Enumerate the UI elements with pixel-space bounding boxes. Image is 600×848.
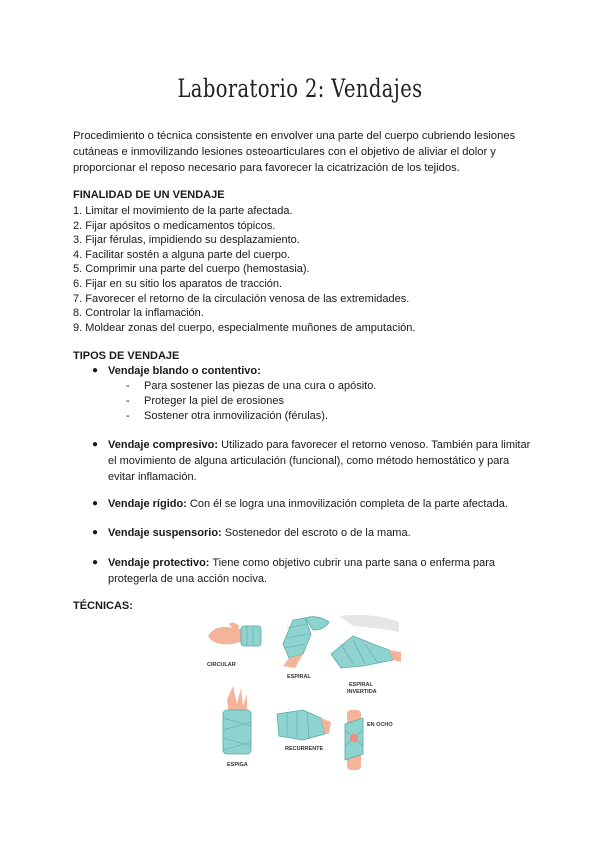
en-ocho-bandage-illustration xyxy=(345,710,393,770)
dash-icon: - xyxy=(126,395,130,407)
term-blando: Vendaje blando o contentivo: xyxy=(108,365,261,377)
finalidad-item: 2. Fijar apósitos o medicamentos tópicos. xyxy=(73,219,276,232)
finalidad-item: 5. Comprimir una parte del cuerpo (hemostasia). xyxy=(73,263,310,276)
bullet-compresivo xyxy=(92,437,532,485)
bullet-icon: ● xyxy=(92,527,99,538)
desc-rigido: Con él se logra una inmovilización completa de la parte afectada. xyxy=(186,498,508,510)
finalidad-item: 1. Limitar el movimiento de la parte afectada. xyxy=(73,205,293,217)
circular-bandage-illustration xyxy=(207,622,261,668)
bullet-rigido xyxy=(92,496,532,512)
label-circular: CIRCULAR xyxy=(207,662,236,668)
term-compresivo: Vendaje compresivo: xyxy=(108,439,219,451)
label-espiral-invertida-2: INVERTIDA xyxy=(347,689,377,695)
tecnicas-heading: TÉCNICAS: xyxy=(73,600,133,612)
page-title: Laboratorio 2: Vendajes xyxy=(177,74,423,103)
finalidad-item: 3. Fijar férulas, impidiendo su desplazamiento. xyxy=(73,234,300,247)
label-espiral: ESPIRAL xyxy=(287,674,311,680)
label-en-ocho: EN OCHO xyxy=(367,722,393,728)
bullet-icon: ● xyxy=(92,498,99,509)
finalidad-item: 6. Fijar en su sitio los aparatos de tracción. xyxy=(73,277,283,290)
dash-icon: - xyxy=(126,410,130,422)
recurrente-bandage-illustration xyxy=(277,710,331,752)
espiral-bandage-illustration xyxy=(283,617,329,680)
bandage-techniques-figure xyxy=(203,614,403,776)
term-suspensorio: Vendaje suspensorio: xyxy=(108,527,222,539)
dash-icon: - xyxy=(126,380,130,392)
bullet-icon: ● xyxy=(92,365,99,376)
desc-protectivo: Tiene como objetivo cubrir una parte sana o enferma para protegerla de una acción nociva. xyxy=(108,557,496,585)
espiral-invertida-bandage-illustration xyxy=(331,615,401,695)
finalidad-heading: FINALIDAD DE UN VENDAJE xyxy=(73,189,225,201)
finalidad-list xyxy=(73,204,533,335)
tipos-heading: TIPOS DE VENDAJE xyxy=(73,350,180,362)
term-protectivo: Vendaje protectivo: xyxy=(108,557,210,569)
label-espiral-invertida-1: ESPIRAL xyxy=(349,682,373,688)
bullet-blando xyxy=(92,363,532,379)
finalidad-item: 4. Facilitar sostén a alguna parte del cuerpo. xyxy=(73,248,291,261)
intro-paragraph: Procedimiento o técnica consistente en envolver una parte del cuerpo cubriendo lesiones cutáneas e inmovilizando lesiones osteoarticulares con el objetivo de aliviar el dolor y proporcionar el reposo necesario para favorecer la cicatrización de los tejidos. xyxy=(73,130,516,174)
espiga-bandage-illustration xyxy=(223,686,251,768)
desc-suspensorio: Sostenedor del escroto o de la mama. xyxy=(221,527,411,539)
desc-compresivo: Utilizado para favorecer el retorno venoso. También para limitar el movimiento de alguna articulación (funcional), como método hemostático y para evitar inflamación. xyxy=(108,439,531,483)
finalidad-item: 9. Moldear zonas del cuerpo, especialmente muñones de amputación. xyxy=(73,321,416,334)
sublist-item: - Sostener otra inmovilización (férulas). xyxy=(126,410,329,422)
bullet-icon: ● xyxy=(92,557,99,568)
bullet-protectivo xyxy=(92,555,532,587)
finalidad-item: 8. Controlar la inflamación. xyxy=(73,307,204,320)
sublist-item: - Para sostener las piezas de una cura o apósito. xyxy=(126,380,377,392)
finalidad-item: 7. Favorecer el retorno de la circulación venosa de las extremidades. xyxy=(73,292,410,305)
label-espiga: ESPIGA xyxy=(227,762,248,768)
sublist-item: - Proteger la piel de erosiones xyxy=(126,395,285,407)
blando-sublist xyxy=(126,379,376,424)
bullet-icon: ● xyxy=(92,439,99,450)
bullet-suspensorio xyxy=(92,525,532,541)
term-rigido: Vendaje rígido: xyxy=(108,498,187,510)
label-recurrente: RECURRENTE xyxy=(285,746,324,752)
